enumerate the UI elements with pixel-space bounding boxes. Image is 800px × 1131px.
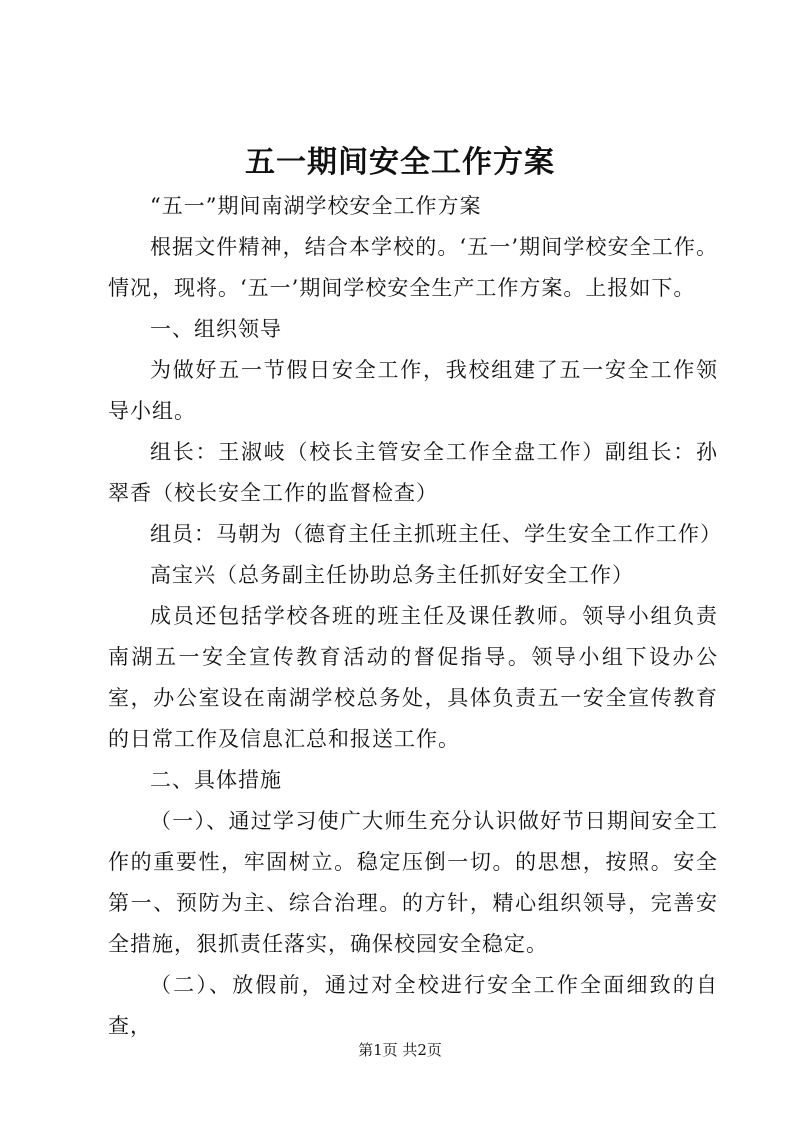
document-title: 五一期间安全工作方案 [245, 145, 555, 180]
paragraph-subtitle: “五一”期间南湖学校安全工作方案 [150, 194, 482, 218]
paragraph-members: 组员：马朝为（德育主任主抓班主任、学生安全工作工作） [150, 522, 722, 546]
section-heading-measures: 二、具体措施 [150, 768, 282, 792]
page-number-footer: 第1页 共2页 [358, 1041, 442, 1059]
paragraph-measure-2: （二）、放假前，通过对全校进行安全工作全面细致的自查， [108, 973, 718, 1038]
paragraph-leaders: 组长：王淑岐（校长主管安全工作全盘工作）副组长：孙翠香（校长安全工作的监督检查） [108, 440, 718, 505]
paragraph-intro: 根据文件精神，结合本学校的。‘五一’期间学校安全工作。情况，现将。‘五一’期间学校安全生产工作方案。上报如下。 [108, 235, 718, 300]
paragraph-measure-1: （一）、通过学习使广大师生充分认识做好节日期间安全工作的重要性，牢固树立。稳定压倒一切。的思想，按照。安全第一、预防为主、综合治理。的方针，精心组织领导，完善安全措施，狠抓责任落实，确保校园安全稳定。 [108, 809, 718, 956]
paragraph-member-gao: 高宝兴（总务副主任协助总务主任抓好安全工作） [150, 563, 634, 587]
paragraph-office: 成员还包括学校各班的班主任及课任教师。领导小组负责南湖五一安全宣传教育活动的督促指导。领导小组下设办公室，办公室设在南湖学校总务处，具体负责五一安全宣传教育的日常工作及信息汇总和报送工作。 [108, 604, 718, 751]
document-body [108, 186, 722, 1047]
section-heading-organization: 一、组织领导 [150, 317, 282, 341]
paragraph-team-formed: 为做好五一节假日安全工作，我校组建了五一安全工作领导小组。 [108, 358, 718, 423]
